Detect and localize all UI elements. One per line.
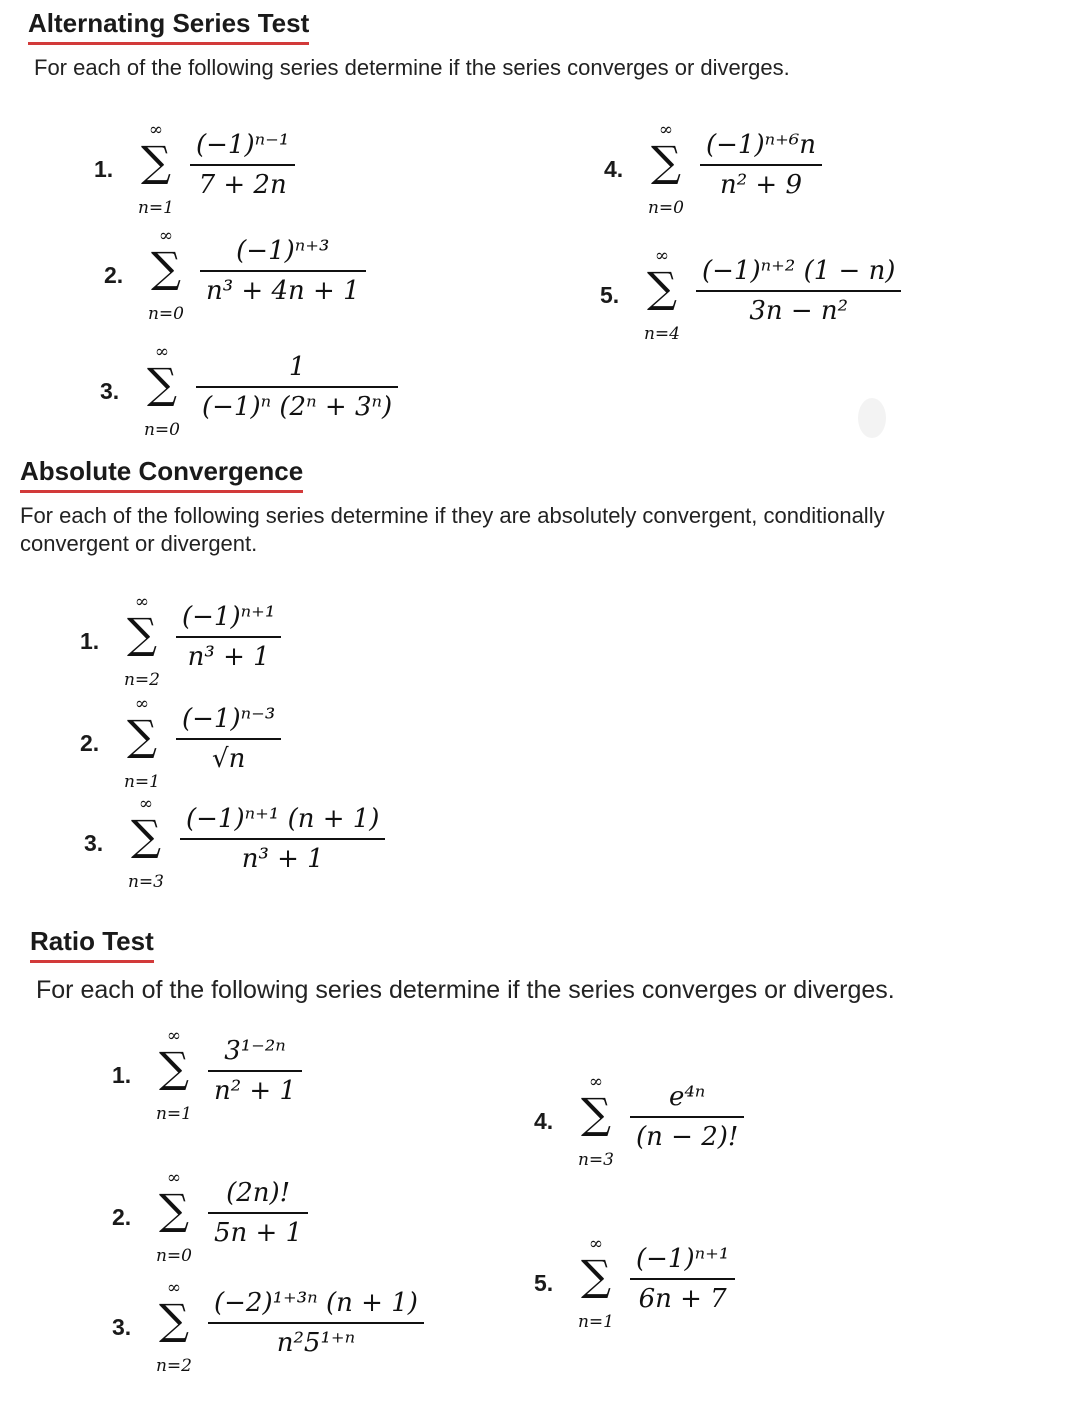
- summation-symbol: [146, 1276, 202, 1386]
- numerator: (−1)ⁿ⁺² (1 − n): [696, 252, 901, 292]
- upper-limit: ∞: [654, 246, 670, 266]
- sigma-icon: ∑: [141, 137, 171, 186]
- fraction: [208, 1174, 308, 1252]
- fraction: [696, 252, 901, 330]
- sigma-icon: ∑: [131, 811, 161, 860]
- absolute-instruction: For each of the following series determine if they are absolutely convergent, conditionally convergent or divergent.: [20, 503, 885, 556]
- fraction: [700, 126, 822, 204]
- summation-symbol: [114, 590, 170, 700]
- fraction: [180, 800, 385, 878]
- lower-limit: n=2: [155, 1356, 192, 1376]
- upper-limit: ∞: [134, 694, 150, 714]
- summation-symbol: [568, 1232, 624, 1342]
- problem-number: 2.: [80, 730, 100, 756]
- denominator: √n: [212, 744, 246, 774]
- summation-symbol: [114, 692, 170, 802]
- problem-number: 4.: [534, 1108, 554, 1134]
- numerator: (−1)ⁿ⁺¹ (n + 1): [180, 800, 385, 840]
- problem-number: 3.: [100, 378, 120, 404]
- fraction: [196, 348, 398, 426]
- denominator: n²5¹⁺ⁿ: [276, 1328, 356, 1358]
- sigma-icon: ∑: [581, 1089, 611, 1138]
- upper-limit: ∞: [588, 1072, 604, 1092]
- ratio-instruction: For each of the following series determine if the series converges or diverges.: [36, 976, 895, 1004]
- numerator: (−1)ⁿ⁺¹: [630, 1240, 735, 1280]
- alternating-instruction: For each of the following series determine if the series converges or diverges.: [34, 55, 790, 80]
- summation-symbol: [638, 118, 694, 228]
- fraction: [190, 126, 295, 204]
- sigma-icon: ∑: [581, 1251, 611, 1300]
- summation-symbol: [134, 340, 190, 450]
- summation-symbol: [118, 792, 174, 902]
- sigma-icon: ∑: [159, 1185, 189, 1234]
- sigma-icon: ∑: [151, 243, 181, 292]
- denominator: n³ + 1: [187, 642, 270, 672]
- sigma-icon: ∑: [651, 137, 681, 186]
- problem-number: 3.: [112, 1314, 132, 1340]
- denominator: n³ + 1: [241, 844, 324, 874]
- denominator: n³ + 4n + 1: [206, 276, 360, 306]
- denominator: 3n − n²: [749, 296, 849, 326]
- numerator: (−1)ⁿ⁺¹: [176, 598, 281, 638]
- upper-limit: ∞: [138, 794, 154, 814]
- denominator: 5n + 1: [214, 1218, 303, 1248]
- upper-limit: ∞: [134, 592, 150, 612]
- denominator: (−1)ⁿ (2ⁿ + 3ⁿ): [202, 392, 393, 422]
- fraction: [176, 700, 281, 778]
- numerator: (−2)¹⁺³ⁿ (n + 1): [208, 1284, 424, 1324]
- denominator: n² + 1: [214, 1076, 297, 1106]
- lower-limit: n=0: [147, 304, 184, 324]
- problem-number: 2.: [112, 1204, 132, 1230]
- numerator: (−1)ⁿ⁺³: [200, 232, 366, 272]
- problem-number: 1.: [94, 156, 114, 182]
- sigma-icon: ∑: [159, 1043, 189, 1092]
- summation-symbol: [634, 244, 690, 354]
- lower-limit: n=1: [577, 1312, 614, 1332]
- lower-limit: n=2: [123, 670, 160, 690]
- numerator: 3¹⁻²ⁿ: [208, 1032, 302, 1072]
- denominator: 6n + 7: [638, 1284, 727, 1314]
- lower-limit: n=1: [123, 772, 160, 792]
- scan-artifact: [858, 398, 886, 438]
- numerator: (−1)ⁿ⁻³: [176, 700, 281, 740]
- numerator: (−1)ⁿ⁻¹: [190, 126, 295, 166]
- ratio-heading: Ratio Test: [30, 926, 154, 963]
- problem-number: 5.: [534, 1270, 554, 1296]
- lower-limit: n=0: [647, 198, 684, 218]
- problem-number: 2.: [104, 262, 124, 288]
- summation-symbol: [128, 118, 184, 228]
- lower-limit: n=0: [143, 420, 180, 440]
- numerator: (−1)ⁿ⁺⁶n: [700, 126, 822, 166]
- summation-symbol: [568, 1070, 624, 1180]
- problem-number: 1.: [80, 628, 100, 654]
- upper-limit: ∞: [166, 1026, 182, 1046]
- upper-limit: ∞: [166, 1278, 182, 1298]
- sigma-icon: ∑: [147, 359, 177, 408]
- upper-limit: ∞: [588, 1234, 604, 1254]
- sigma-icon: ∑: [647, 263, 677, 312]
- upper-limit: ∞: [158, 226, 174, 246]
- problem-number: 5.: [600, 282, 620, 308]
- fraction: [208, 1032, 302, 1110]
- numerator: 1: [196, 348, 398, 388]
- problem-number: 3.: [84, 830, 104, 856]
- summation-symbol: [146, 1166, 202, 1276]
- fraction: [630, 1240, 735, 1318]
- summation-symbol: [146, 1024, 202, 1134]
- upper-limit: ∞: [166, 1168, 182, 1188]
- alternating-heading: Alternating Series Test: [28, 8, 309, 45]
- numerator: (2n)!: [208, 1174, 308, 1214]
- denominator: 7 + 2n: [198, 170, 287, 200]
- lower-limit: n=3: [127, 872, 164, 892]
- lower-limit: n=0: [155, 1246, 192, 1266]
- lower-limit: n=1: [137, 198, 174, 218]
- absolute-heading: Absolute Convergence: [20, 456, 303, 493]
- sigma-icon: ∑: [159, 1295, 189, 1344]
- fraction: [176, 598, 281, 676]
- sigma-icon: ∑: [127, 609, 157, 658]
- denominator: (n − 2)!: [636, 1122, 739, 1152]
- problem-number: 4.: [604, 156, 624, 182]
- lower-limit: n=3: [577, 1150, 614, 1170]
- fraction: [200, 232, 366, 310]
- lower-limit: n=1: [155, 1104, 192, 1124]
- denominator: n² + 9: [720, 170, 803, 200]
- lower-limit: n=4: [643, 324, 680, 344]
- sigma-icon: ∑: [127, 711, 157, 760]
- upper-limit: ∞: [658, 120, 674, 140]
- fraction: [630, 1078, 744, 1156]
- upper-limit: ∞: [148, 120, 164, 140]
- numerator: e⁴ⁿ: [630, 1078, 744, 1118]
- upper-limit: ∞: [154, 342, 170, 362]
- problem-number: 1.: [112, 1062, 132, 1088]
- summation-symbol: [138, 224, 194, 334]
- fraction: [208, 1284, 424, 1362]
